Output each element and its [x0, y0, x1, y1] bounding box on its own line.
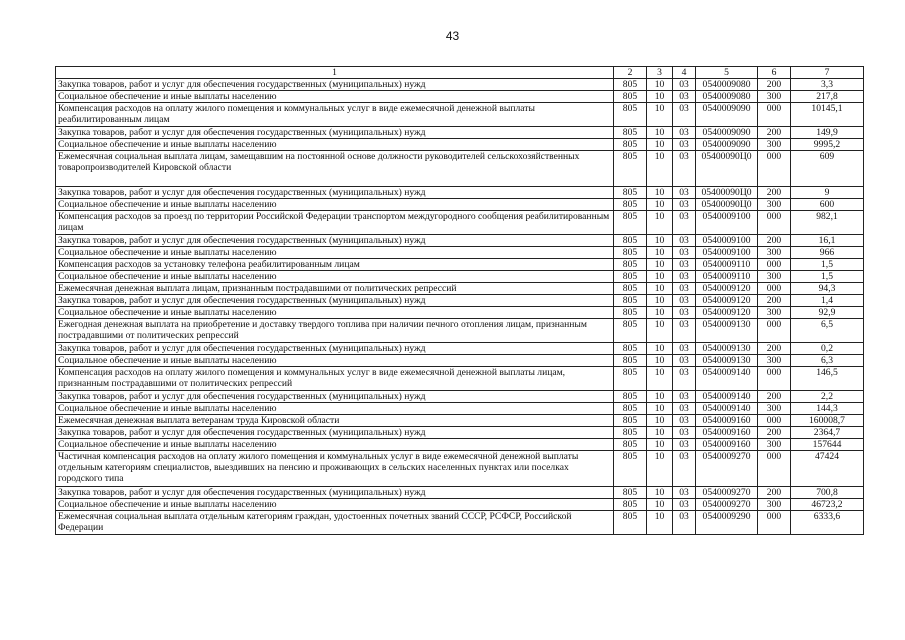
cell-subsection: 03 [673, 103, 696, 127]
cell-target-article: 0540009090 [696, 139, 758, 151]
table-row [56, 295, 864, 307]
cell-amount: 6333,6 [791, 511, 864, 535]
table-row [56, 391, 864, 403]
cell-target-article: 0540009100 [696, 247, 758, 259]
cell-department: 805 [614, 91, 647, 103]
cell-section: 10 [647, 127, 673, 139]
cell-department: 805 [614, 79, 647, 91]
cell-target-article: 0540009080 [696, 91, 758, 103]
item-name: Закупка товаров, работ и услуг для обеспечения государственных (муниципальных) нужд [56, 295, 614, 307]
table-row [56, 439, 864, 451]
cell-subsection: 03 [673, 247, 696, 259]
cell-subsection: 03 [673, 79, 696, 91]
cell-amount: 1,4 [791, 295, 864, 307]
cell-target-article: 0540009140 [696, 403, 758, 415]
cell-department: 805 [614, 511, 647, 535]
cell-section: 10 [647, 151, 673, 187]
cell-expense-type: 200 [758, 79, 791, 91]
cell-target-article: 0540009110 [696, 259, 758, 271]
cell-department: 805 [614, 211, 647, 235]
table-row [56, 79, 864, 91]
cell-expense-type: 000 [758, 283, 791, 295]
cell-target-article: 0540009120 [696, 307, 758, 319]
cell-target-article: 0540009110 [696, 271, 758, 283]
item-name: Социальное обеспечение и иные выплаты населению [56, 91, 614, 103]
cell-expense-type: 000 [758, 511, 791, 535]
cell-department: 805 [614, 427, 647, 439]
cell-department: 805 [614, 271, 647, 283]
cell-amount: 6,5 [791, 319, 864, 343]
cell-department: 805 [614, 391, 647, 403]
table-row [56, 139, 864, 151]
cell-subsection: 03 [673, 355, 696, 367]
cell-department: 805 [614, 259, 647, 271]
item-name: Ежемесячная денежная выплата лицам, признанным пострадавшими от политических репрессий [56, 283, 614, 295]
cell-expense-type: 200 [758, 295, 791, 307]
cell-department: 805 [614, 247, 647, 259]
table-row [56, 247, 864, 259]
cell-amount: 609 [791, 151, 864, 187]
cell-subsection: 03 [673, 283, 696, 295]
table-row [56, 199, 864, 211]
cell-amount: 146,5 [791, 367, 864, 391]
cell-target-article: 0540009140 [696, 367, 758, 391]
cell-expense-type: 200 [758, 187, 791, 199]
table-row [56, 427, 864, 439]
table-row [56, 187, 864, 199]
cell-department: 805 [614, 187, 647, 199]
column-header: 7 [791, 67, 864, 79]
cell-subsection: 03 [673, 139, 696, 151]
column-header: 6 [758, 67, 791, 79]
cell-section: 10 [647, 451, 673, 487]
cell-target-article: 0540009290 [696, 511, 758, 535]
item-name: Ежегодная денежная выплата на приобретение и доставку твердого топлива при наличии печного отопления лицам, признанным пострадавшими от политических репрессий [56, 319, 614, 343]
cell-amount: 982,1 [791, 211, 864, 235]
cell-subsection: 03 [673, 295, 696, 307]
cell-target-article: 0540009120 [696, 283, 758, 295]
item-name: Социальное обеспечение и иные выплаты населению [56, 355, 614, 367]
item-name: Компенсация расходов за установку телефона реабилитированным лицам [56, 259, 614, 271]
cell-target-article: 0540009090 [696, 127, 758, 139]
cell-subsection: 03 [673, 199, 696, 211]
cell-expense-type: 300 [758, 139, 791, 151]
cell-subsection: 03 [673, 391, 696, 403]
cell-department: 805 [614, 295, 647, 307]
table-row [56, 403, 864, 415]
cell-department: 805 [614, 487, 647, 499]
item-name: Социальное обеспечение и иные выплаты населению [56, 307, 614, 319]
cell-subsection: 03 [673, 259, 696, 271]
table-row [56, 103, 864, 127]
cell-target-article: 0540009160 [696, 439, 758, 451]
cell-department: 805 [614, 235, 647, 247]
cell-expense-type: 000 [758, 211, 791, 235]
cell-expense-type: 000 [758, 259, 791, 271]
cell-amount: 9995,2 [791, 139, 864, 151]
table-row [56, 367, 864, 391]
cell-expense-type: 300 [758, 199, 791, 211]
table-row [56, 499, 864, 511]
cell-amount: 144,3 [791, 403, 864, 415]
cell-expense-type: 200 [758, 343, 791, 355]
cell-expense-type: 000 [758, 151, 791, 187]
item-name: Закупка товаров, работ и услуг для обеспечения государственных (муниципальных) нужд [56, 127, 614, 139]
table-row [56, 151, 864, 187]
cell-department: 805 [614, 199, 647, 211]
cell-section: 10 [647, 307, 673, 319]
table-row [56, 127, 864, 139]
cell-department: 805 [614, 343, 647, 355]
item-name: Социальное обеспечение и иные выплаты населению [56, 403, 614, 415]
table-row [56, 307, 864, 319]
cell-amount: 966 [791, 247, 864, 259]
table-row [56, 451, 864, 487]
cell-expense-type: 200 [758, 235, 791, 247]
cell-amount: 149,9 [791, 127, 864, 139]
cell-section: 10 [647, 283, 673, 295]
cell-expense-type: 000 [758, 319, 791, 343]
item-name: Закупка товаров, работ и услуг для обеспечения государственных (муниципальных) нужд [56, 187, 614, 199]
cell-amount: 46723,2 [791, 499, 864, 511]
cell-department: 805 [614, 139, 647, 151]
item-name: Компенсация расходов за проезд по территории Российской Федерации транспортом междугородного сообщения реабилитированным лицам [56, 211, 614, 235]
cell-section: 10 [647, 271, 673, 283]
item-name: Социальное обеспечение и иные выплаты населению [56, 139, 614, 151]
cell-section: 10 [647, 499, 673, 511]
cell-section: 10 [647, 295, 673, 307]
cell-department: 805 [614, 451, 647, 487]
cell-expense-type: 300 [758, 271, 791, 283]
item-name: Частичная компенсация расходов на оплату жилого помещения и коммунальных услуг в виде ежемесячной денежной выплаты отдельным категориям специалистов, выездивших на пенсию и проживающих в сельских населенных пунктах или поселках городского типа [56, 451, 614, 487]
column-header: 4 [673, 67, 696, 79]
cell-expense-type: 200 [758, 127, 791, 139]
cell-subsection: 03 [673, 307, 696, 319]
cell-amount: 1,5 [791, 271, 864, 283]
table-row [56, 319, 864, 343]
cell-expense-type: 300 [758, 403, 791, 415]
cell-target-article: 0540009270 [696, 487, 758, 499]
cell-expense-type: 300 [758, 247, 791, 259]
column-header: 5 [696, 67, 758, 79]
cell-target-article: 0540009120 [696, 295, 758, 307]
cell-target-article: 0540009100 [696, 235, 758, 247]
cell-amount: 2,2 [791, 391, 864, 403]
item-name: Ежемесячная социальная выплата лицам, замещавшим на постоянной основе должности руководителей сельскохозяйственных товаропроизводителей Кировской области [56, 151, 614, 187]
cell-subsection: 03 [673, 451, 696, 487]
cell-expense-type: 200 [758, 487, 791, 499]
cell-department: 805 [614, 103, 647, 127]
cell-department: 805 [614, 127, 647, 139]
cell-subsection: 03 [673, 187, 696, 199]
cell-department: 805 [614, 283, 647, 295]
column-header: 3 [647, 67, 673, 79]
cell-expense-type: 000 [758, 415, 791, 427]
cell-section: 10 [647, 391, 673, 403]
item-name: Социальное обеспечение и иные выплаты населению [56, 199, 614, 211]
cell-amount: 1,5 [791, 259, 864, 271]
cell-target-article: 0540009160 [696, 427, 758, 439]
cell-amount: 9 [791, 187, 864, 199]
cell-subsection: 03 [673, 511, 696, 535]
cell-expense-type: 200 [758, 391, 791, 403]
cell-subsection: 03 [673, 487, 696, 499]
item-name: Закупка товаров, работ и услуг для обеспечения государственных (муниципальных) нужд [56, 343, 614, 355]
cell-department: 805 [614, 367, 647, 391]
cell-expense-type: 300 [758, 499, 791, 511]
table-row [56, 235, 864, 247]
table-row [56, 487, 864, 499]
cell-section: 10 [647, 415, 673, 427]
column-header: 2 [614, 67, 647, 79]
item-name: Закупка товаров, работ и услуг для обеспечения государственных (муниципальных) нужд [56, 487, 614, 499]
cell-section: 10 [647, 259, 673, 271]
cell-section: 10 [647, 403, 673, 415]
cell-amount: 160008,7 [791, 415, 864, 427]
item-name: Социальное обеспечение и иные выплаты населению [56, 499, 614, 511]
cell-section: 10 [647, 199, 673, 211]
cell-department: 805 [614, 319, 647, 343]
cell-amount: 217,8 [791, 91, 864, 103]
cell-section: 10 [647, 79, 673, 91]
cell-target-article: 0540009130 [696, 355, 758, 367]
cell-expense-type: 000 [758, 103, 791, 127]
cell-subsection: 03 [673, 127, 696, 139]
table-row [56, 511, 864, 535]
cell-expense-type: 000 [758, 451, 791, 487]
cell-section: 10 [647, 487, 673, 499]
cell-amount: 16,1 [791, 235, 864, 247]
item-name: Компенсация расходов на оплату жилого помещения и коммунальных услуг в виде ежемесячной денежной выплаты лицам, признанным пострадавшими от политических репрессий [56, 367, 614, 391]
cell-target-article: 0540009080 [696, 79, 758, 91]
cell-subsection: 03 [673, 439, 696, 451]
cell-amount: 6,3 [791, 355, 864, 367]
table-row [56, 259, 864, 271]
table-row [56, 355, 864, 367]
cell-amount: 600 [791, 199, 864, 211]
cell-section: 10 [647, 187, 673, 199]
cell-amount: 94,3 [791, 283, 864, 295]
cell-section: 10 [647, 91, 673, 103]
cell-subsection: 03 [673, 211, 696, 235]
cell-target-article: 0540009160 [696, 415, 758, 427]
table-row [56, 283, 864, 295]
cell-subsection: 03 [673, 343, 696, 355]
cell-section: 10 [647, 319, 673, 343]
table-row [56, 91, 864, 103]
cell-target-article: 0540009270 [696, 451, 758, 487]
cell-department: 805 [614, 151, 647, 187]
cell-section: 10 [647, 367, 673, 391]
cell-department: 805 [614, 403, 647, 415]
cell-subsection: 03 [673, 91, 696, 103]
cell-section: 10 [647, 103, 673, 127]
item-name: Компенсация расходов на оплату жилого помещения и коммунальных услуг в виде ежемесячной денежной выплаты реабилитированным лицам [56, 103, 614, 127]
item-name: Социальное обеспечение и иные выплаты населению [56, 271, 614, 283]
cell-target-article: 0540009100 [696, 211, 758, 235]
cell-target-article: 0540009130 [696, 343, 758, 355]
cell-section: 10 [647, 439, 673, 451]
cell-target-article: 0540009090 [696, 103, 758, 127]
cell-department: 805 [614, 307, 647, 319]
cell-subsection: 03 [673, 235, 696, 247]
cell-amount: 2364,7 [791, 427, 864, 439]
cell-subsection: 03 [673, 427, 696, 439]
table-row [56, 415, 864, 427]
cell-amount: 47424 [791, 451, 864, 487]
cell-section: 10 [647, 235, 673, 247]
cell-section: 10 [647, 211, 673, 235]
table-row [56, 271, 864, 283]
cell-section: 10 [647, 247, 673, 259]
cell-department: 805 [614, 415, 647, 427]
cell-subsection: 03 [673, 271, 696, 283]
table-header-row [56, 67, 864, 79]
cell-amount: 92,9 [791, 307, 864, 319]
cell-department: 805 [614, 439, 647, 451]
budget-table [55, 66, 864, 535]
cell-subsection: 03 [673, 367, 696, 391]
cell-subsection: 03 [673, 499, 696, 511]
cell-expense-type: 300 [758, 439, 791, 451]
cell-expense-type: 300 [758, 307, 791, 319]
item-name: Ежемесячная социальная выплата отдельным категориям граждан, удостоенных почетных званий СССР, РСФСР, Российской Федерации [56, 511, 614, 535]
cell-expense-type: 300 [758, 355, 791, 367]
cell-amount: 700,8 [791, 487, 864, 499]
cell-expense-type: 200 [758, 427, 791, 439]
cell-subsection: 03 [673, 403, 696, 415]
item-name: Социальное обеспечение и иные выплаты населению [56, 439, 614, 451]
cell-section: 10 [647, 139, 673, 151]
cell-subsection: 03 [673, 319, 696, 343]
cell-section: 10 [647, 355, 673, 367]
column-header: 1 [56, 67, 614, 79]
cell-target-article: 0540009130 [696, 319, 758, 343]
table-row [56, 211, 864, 235]
page-number: 43 [445, 29, 460, 43]
cell-section: 10 [647, 343, 673, 355]
cell-section: 10 [647, 511, 673, 535]
cell-section: 10 [647, 427, 673, 439]
cell-department: 805 [614, 355, 647, 367]
cell-expense-type: 000 [758, 367, 791, 391]
cell-amount: 10145,1 [791, 103, 864, 127]
cell-subsection: 03 [673, 415, 696, 427]
cell-amount: 0,2 [791, 343, 864, 355]
item-name: Социальное обеспечение и иные выплаты населению [56, 247, 614, 259]
cell-amount: 3,3 [791, 79, 864, 91]
cell-target-article: 0540009140 [696, 391, 758, 403]
cell-subsection: 03 [673, 151, 696, 187]
cell-target-article: 0540009270 [696, 499, 758, 511]
item-name: Закупка товаров, работ и услуг для обеспечения государственных (муниципальных) нужд [56, 79, 614, 91]
cell-department: 805 [614, 499, 647, 511]
item-name: Ежемесячная денежная выплата ветеранам труда Кировской области [56, 415, 614, 427]
cell-amount: 157644 [791, 439, 864, 451]
table-row [56, 343, 864, 355]
item-name: Закупка товаров, работ и услуг для обеспечения государственных (муниципальных) нужд [56, 391, 614, 403]
cell-target-article: 05400090Ц0 [696, 199, 758, 211]
item-name: Закупка товаров, работ и услуг для обеспечения государственных (муниципальных) нужд [56, 235, 614, 247]
cell-expense-type: 300 [758, 91, 791, 103]
cell-target-article: 05400090Ц0 [696, 187, 758, 199]
item-name: Закупка товаров, работ и услуг для обеспечения государственных (муниципальных) нужд [56, 427, 614, 439]
cell-target-article: 05400090Ц0 [696, 151, 758, 187]
